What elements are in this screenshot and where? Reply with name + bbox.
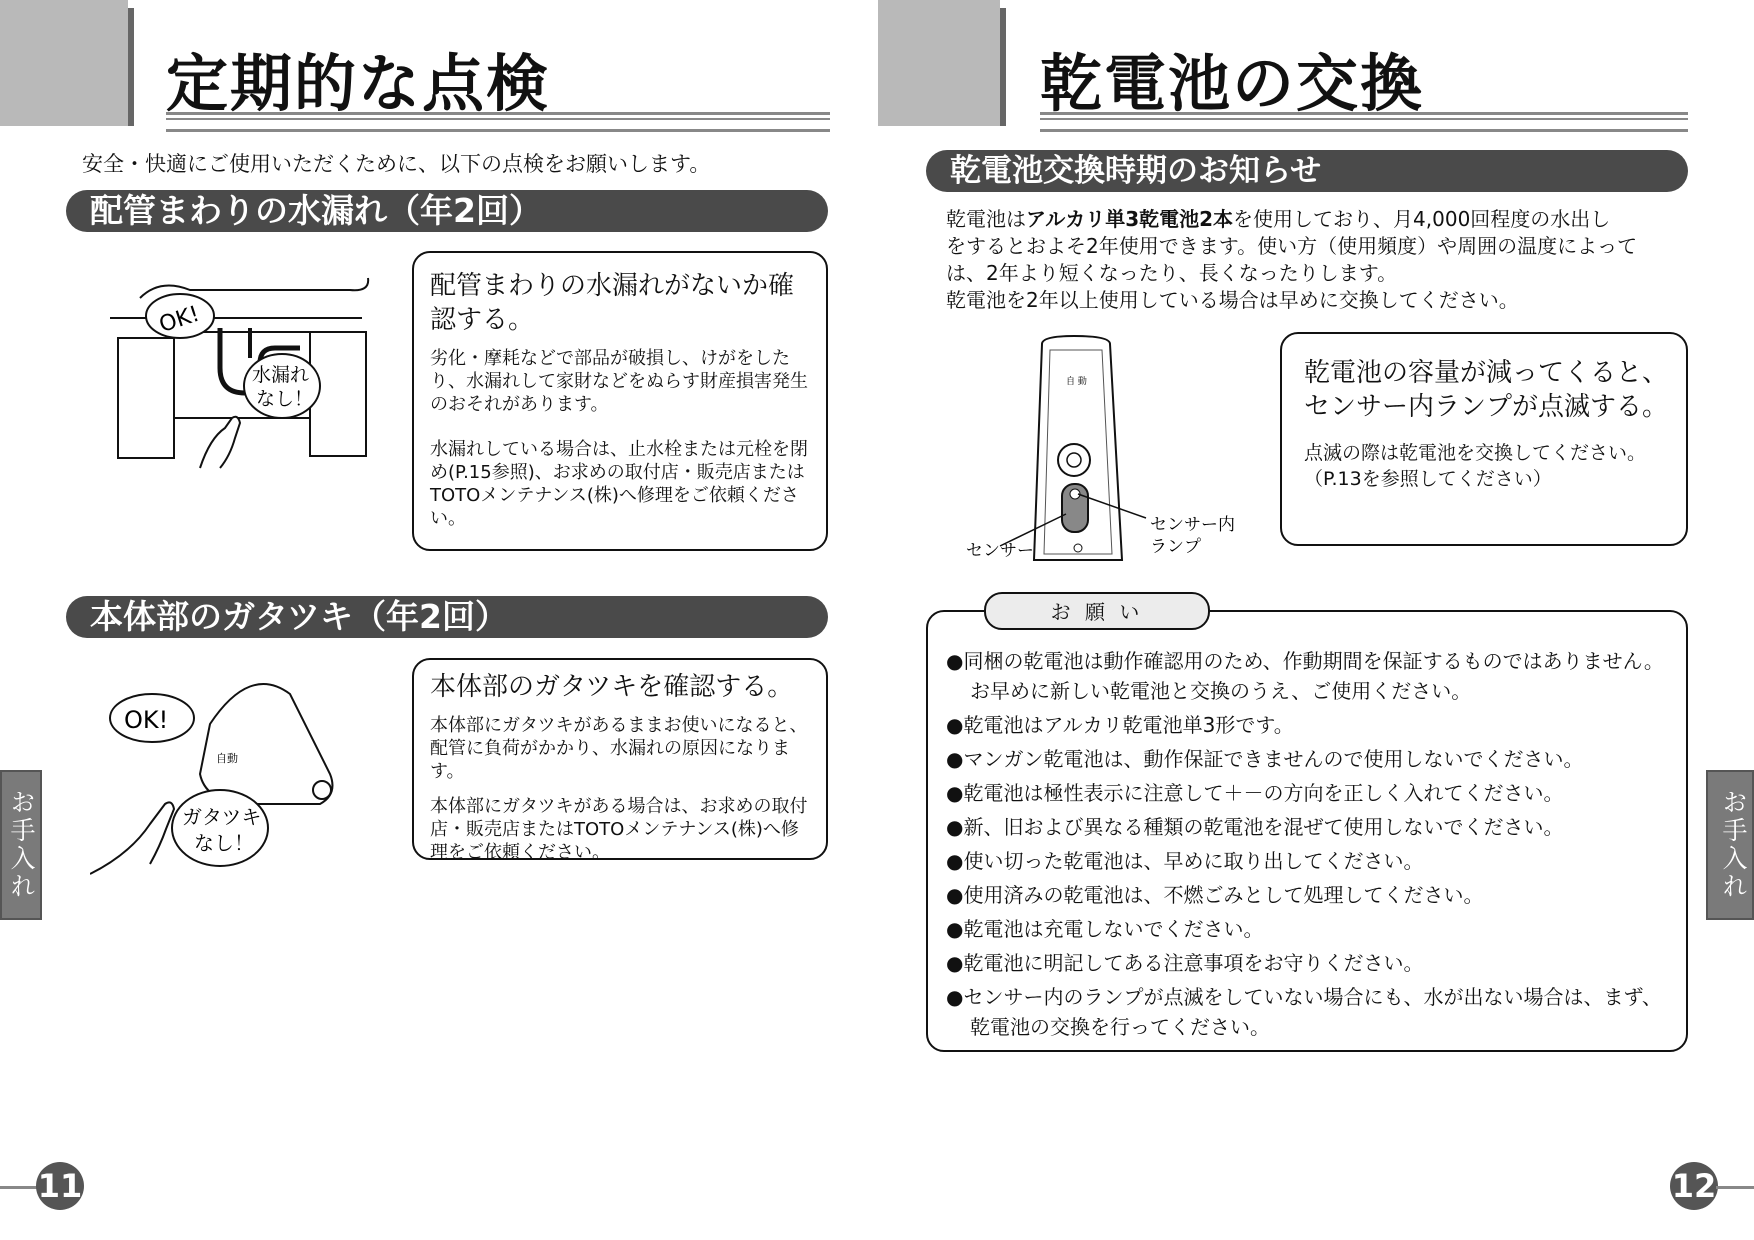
right-page-line (1716, 1186, 1754, 1189)
lamp-label-2: ランプ (1150, 537, 1201, 557)
left-page-number: 11 (36, 1162, 84, 1210)
request-item: ●使い切った乾電池は、早めに取り出してください。 (946, 849, 1424, 873)
request-item: ●新、旧および異なる種類の乾電池を混ぜて使用しないでください。 (946, 815, 1564, 839)
battery-intro-line-2: をするとおよそ2年使用できます。使い方（使用頻度）や周囲の温度によって (946, 234, 1638, 258)
battery-lamp-text-2: （P.13を参照してください） (1304, 468, 1552, 490)
request-item: ●同梱の乾電池は動作確認用のため、作動期間を保証するものではありません。お早めに新しい乾電池と交換のうえ、ご使用ください。 (946, 649, 1664, 703)
faucet-body (200, 684, 332, 804)
ok-text: OK! (156, 301, 203, 339)
request-list (946, 646, 1668, 1042)
body-wobble-illustration (90, 664, 370, 894)
pipe-leak-box (412, 251, 828, 551)
battery-intro-line-4: 乾電池を2年以上使用している場合は早めに交換してください。 (946, 288, 1519, 312)
no-leak-text-1: 水漏れ (252, 364, 310, 386)
request-title: お 願 い (984, 592, 1210, 630)
left-page-line (0, 1186, 40, 1189)
request-item: ●マンガン乾電池は、動作保証できませんので使用しないでください。 (946, 747, 1584, 771)
pointing-hand-2 (90, 802, 174, 874)
pipe-leak-box-heading: 配管まわりの水漏れがないか確認する。 (430, 271, 795, 335)
left-title-rules (166, 112, 830, 132)
pipe-leak-paragraph-2: 水漏れしている場合は、止水栓または元栓を閉め(P.15参照)、お求めの取付店・販売店またはTOTOメンテナンス(株)へ修理をご依頼ください。 (430, 439, 808, 529)
battery-lamp-text-1: 点滅の際は乾電池を交換してください。 (1304, 442, 1647, 464)
right-title-block (878, 0, 1000, 126)
body-wobble-box (412, 658, 828, 863)
request-item: ●使用済みの乾電池は、不燃ごみとして処理してください。 (946, 883, 1484, 907)
battery-lamp-heading-2: センサー内ランプが点滅する。 (1304, 392, 1669, 422)
section-heading-battery-notice: 乾電池交換時期のお知らせ (926, 150, 1688, 192)
ok-text-2: OK! (124, 706, 169, 734)
right-side-tab: お手入れ (1706, 770, 1754, 920)
faucet-auto-text: 自動 (216, 752, 238, 765)
body-wobble-paragraph-1: 本体部にガタツキがあるままお使いになると、配管に負荷がかかり、水漏れの原因になります。 (430, 715, 808, 782)
request-box (926, 610, 1688, 1052)
pipe-leak-illustration (100, 268, 380, 478)
no-wobble-text-2: なし！ (194, 831, 254, 855)
lamp-label-1: センサー内 (1150, 515, 1235, 535)
device-illustration (962, 334, 1252, 566)
left-page-title: 定期的な点検 (166, 47, 551, 120)
device-auto-text: 自 動 (1066, 377, 1087, 387)
right-page-number: 12 (1670, 1162, 1718, 1210)
cabinet-left-door (118, 338, 174, 458)
sensor-label: センサー (966, 541, 1034, 561)
body-wobble-paragraph-2: 本体部にガタツキがある場合は、お求めの取付店・販売店またはTOTOメンテナンス(株)へ修理をご依頼ください。 (430, 796, 808, 863)
faucet-nozzle (313, 781, 331, 799)
left-title-block-shadow (128, 8, 134, 126)
right-page-title: 乾電池の交換 (1040, 47, 1425, 120)
left-intro: 安全・快適にご使用いただくために、以下の点検をお願いします。 (82, 152, 711, 176)
request-item: ●乾電池はアルカリ乾電池単3形です。 (946, 713, 1294, 737)
request-item: ●センサー内のランプが点滅をしていない場合にも、水が出ない場合は、まず、乾電池の交換を行ってください。 (946, 985, 1662, 1039)
request-item: ●乾電池に明記してある注意事項をお守りください。 (946, 951, 1424, 975)
right-title-rules (1040, 112, 1688, 132)
section-heading-pipe-leak: 配管まわりの水漏れ（年2回） (66, 190, 828, 232)
body-wobble-box-heading: 本体部のガタツキを確認する。 (430, 672, 794, 702)
battery-intro-line-3: は、2年より短くなったり、長くなったりします。 (946, 261, 1398, 285)
device-button (1058, 444, 1090, 476)
left-title-block (0, 0, 128, 126)
request-item: ●乾電池は極性表示に注意して＋－の方向を正しく入れてください。 (946, 781, 1564, 805)
battery-intro-line-1: 乾電池はアルカリ単3乾電池2本を使用しており、月4,000回程度の水出し (946, 207, 1611, 231)
left-side-tab: お手入れ (0, 770, 42, 920)
battery-intro (946, 206, 1676, 314)
section-heading-body-wobble: 本体部のガタツキ（年2回） (66, 596, 828, 638)
right-title-block-shadow (1000, 8, 1006, 126)
battery-lamp-heading-1: 乾電池の容量が減ってくると、 (1304, 358, 1669, 388)
pointing-hand (200, 417, 240, 468)
no-leak-text-2: なし！ (256, 388, 314, 410)
battery-lamp-box (1280, 332, 1688, 546)
request-item: ●乾電池は充電しないでください。 (946, 917, 1264, 941)
no-wobble-text-1: ガタツキ (182, 805, 262, 829)
pipe-leak-paragraph-1: 劣化・摩耗などで部品が破損し、けがをしたり、水漏れして家財などをぬらす財産損害発生のおそれがあります。 (430, 348, 808, 415)
